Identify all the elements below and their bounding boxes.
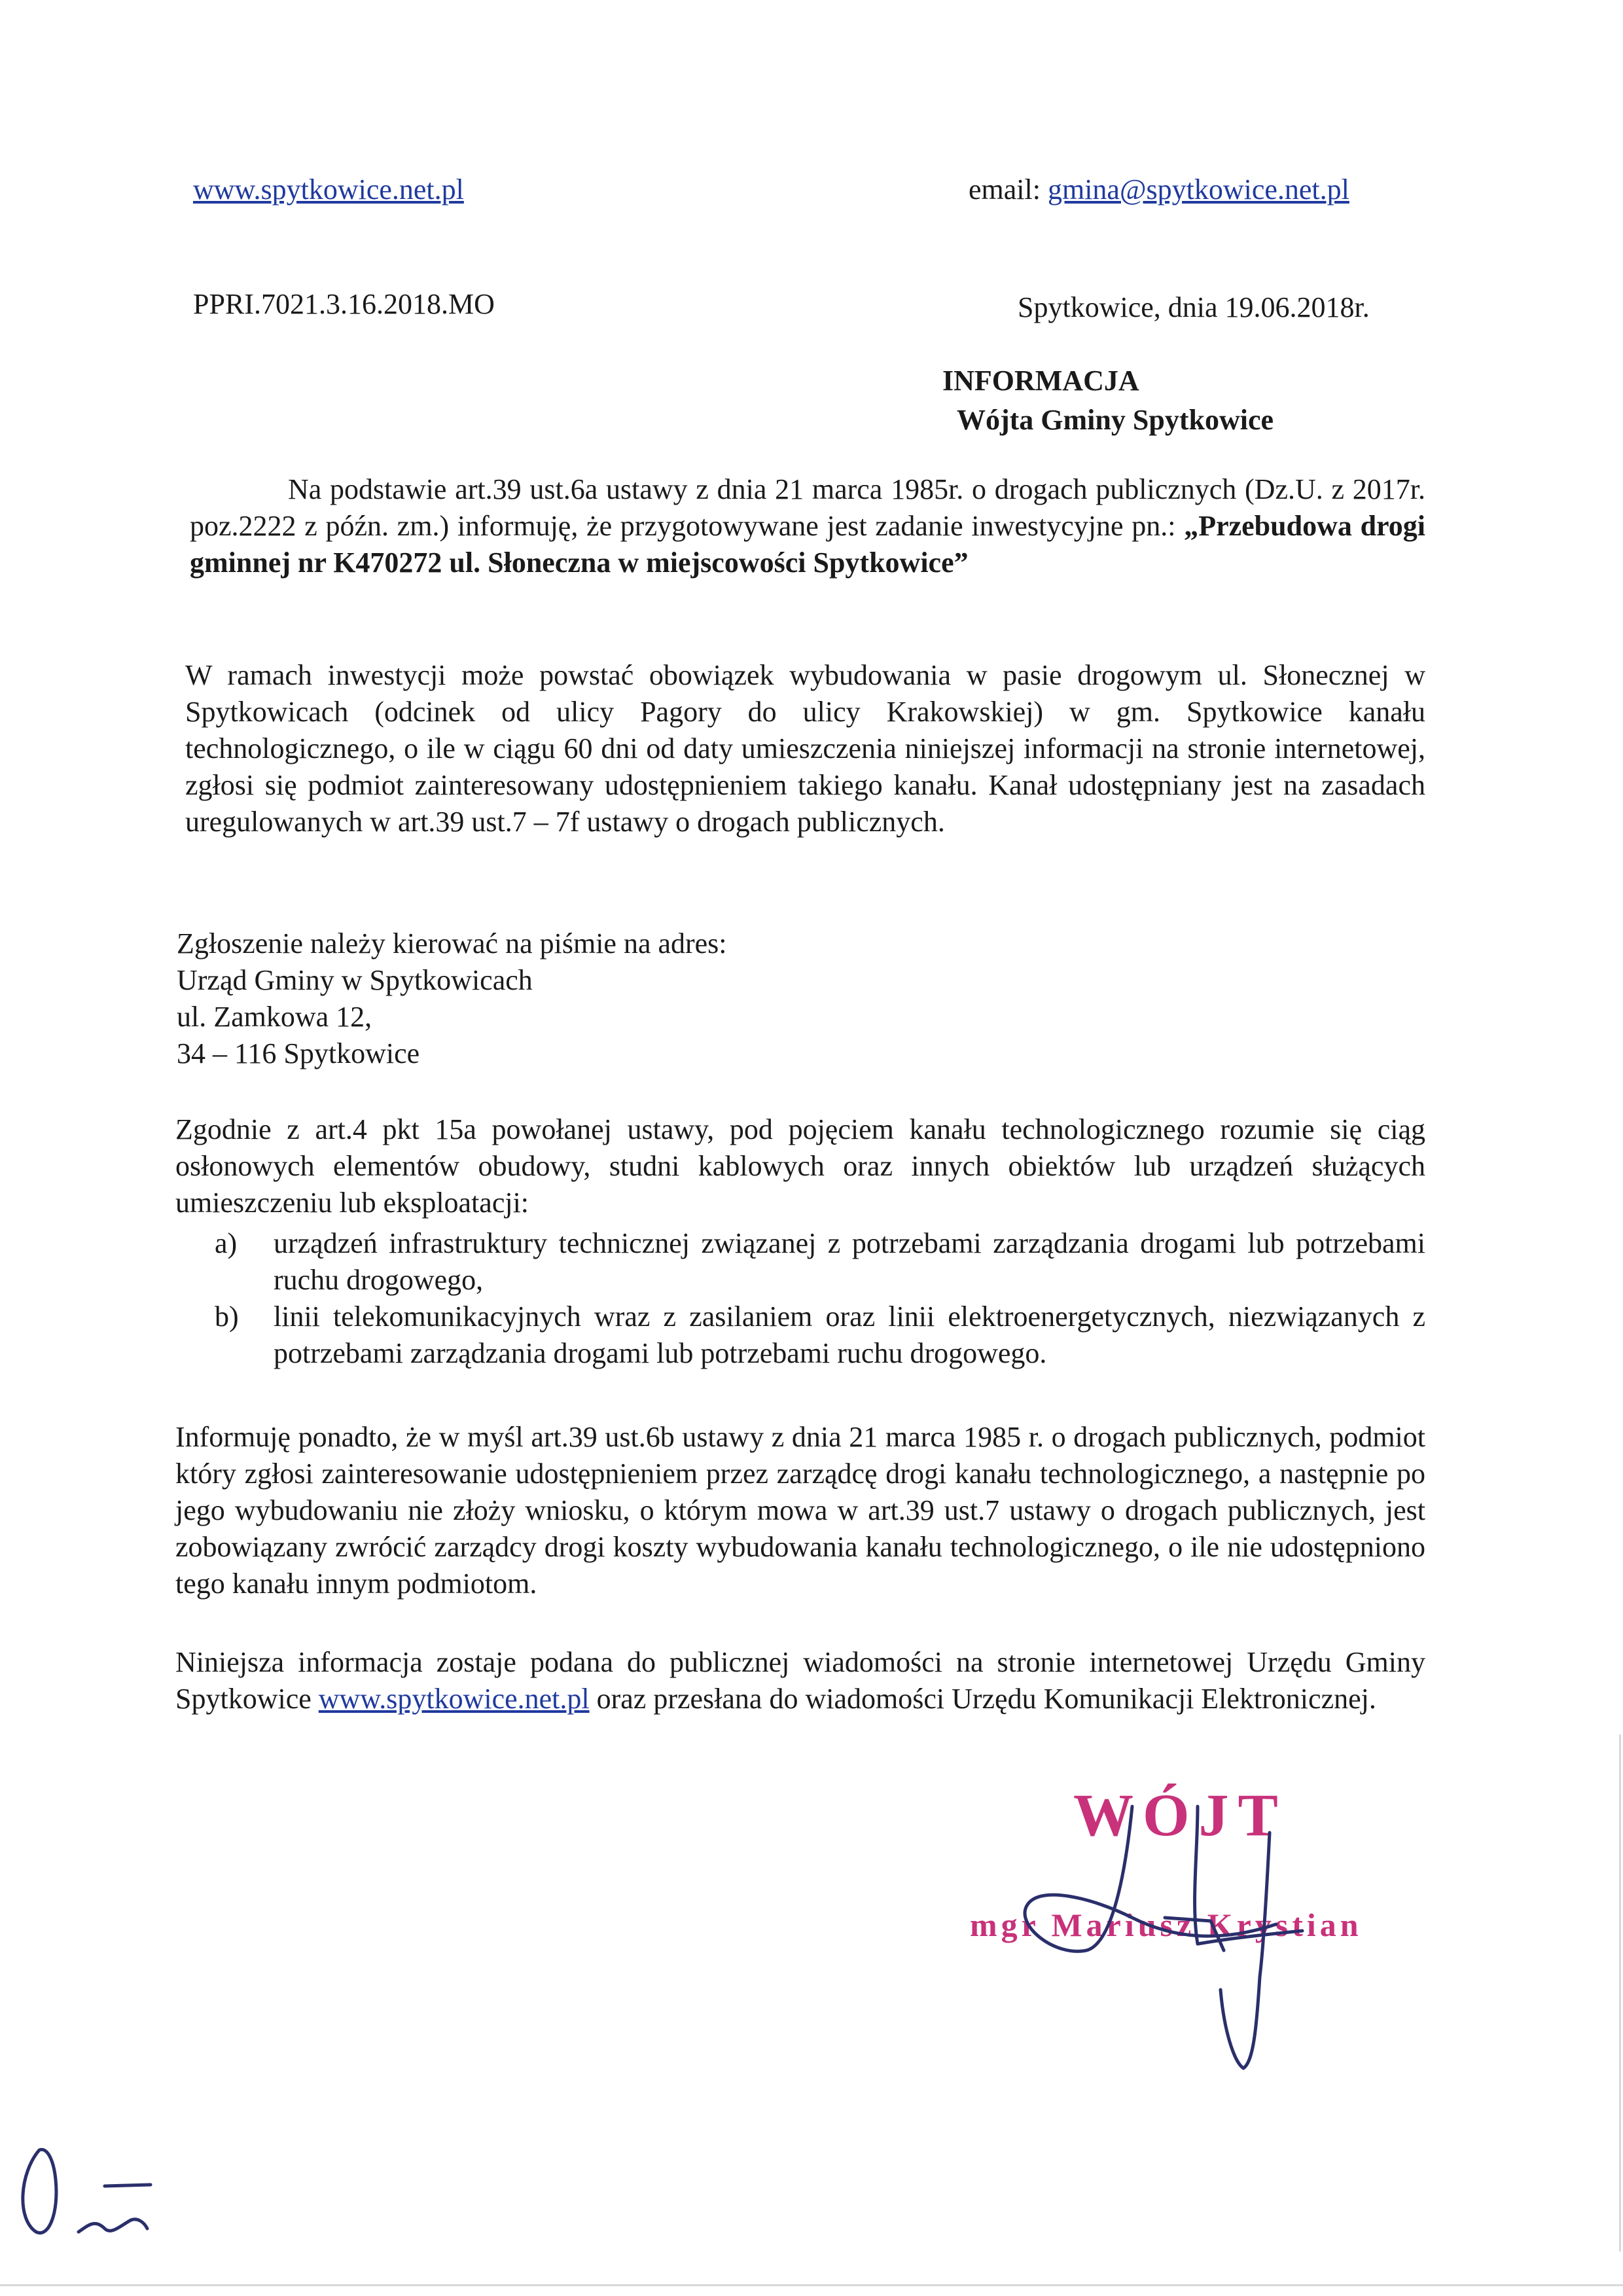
address-line-1: Urząd Gminy w Spytkowicach	[177, 964, 533, 996]
paragraph-closing	[175, 1644, 1425, 1717]
paragraph-investment-text: W ramach inwestycji może powstać obowiązek wybudowania w pasie drogowym ul. Słonecznej w Spytkowicach (odcinek od ulicy Pagory do ulicy Krakowskiej) w gm. Spytkowice kanału technologicznego, o ile w ciągu 60 dni od daty umieszczenia niniejszej informacji na stronie internetowej, zgłosi się podmiot zainteresowany udostępnieniem takiego kanału. Kanał udostępniany jest na zasadach uregulowanych w art.39 ust.7 – 7f ustawy o drogach publicznych.	[185, 659, 1425, 838]
signature-mark	[1001, 1754, 1368, 2081]
address-line-2: ul. Zamkowa 12,	[177, 1001, 372, 1033]
list-item-text: urządzeń infrastruktury technicznej związanej z potrzebami zarządzania drogami lub potrzebami ruchu drogowego,	[274, 1227, 1425, 1296]
definition-list	[175, 1225, 1425, 1372]
list-item-text: linii telekomunikacyjnych wraz z zasilaniem oraz linii elektroenergetycznych, niezwiązanych z potrzebami zarządzania drogami lub potrzebami ruchu drogowego.	[274, 1300, 1425, 1369]
closing-website-link[interactable]: www.spytkowice.net.pl	[318, 1683, 590, 1715]
list-item	[175, 1225, 1425, 1299]
title-line-2: Wójta Gminy Spytkowice	[957, 404, 1274, 436]
email-label: email:	[969, 173, 1041, 206]
paragraph-investment	[185, 657, 1425, 840]
place-date: Spytkowice, dnia 19.06.2018r.	[1018, 291, 1370, 323]
stamp-name: mgr Mariusz Krystian	[970, 1907, 1363, 1943]
handwritten-initials	[13, 2134, 183, 2245]
closing-text-before: Niniejsza informacja zostaje podana do publicznej wiadomości na stronie internetowej Urzędu Gminy Spytkowice	[175, 1646, 1425, 1715]
address-block	[177, 925, 727, 1072]
project-name: „Przebudowa drogi gminnej nr K470272 ul. Słoneczna w miejscowości Spytkowice”	[190, 510, 1425, 579]
email-link[interactable]: gmina@spytkowice.net.pl	[1047, 173, 1349, 206]
definition-text: Zgodnie z art.4 pkt 15a powołanej ustawy, pod pojęciem kanału technologicznego rozumie się ciąg osłonowych elementów obudowy, studni kablowych oraz innych obiektów lub urządzeń służących umieszczeniu lub eksploatacji:	[175, 1113, 1425, 1219]
list-marker: a)	[215, 1227, 238, 1259]
title-line-1: INFORMACJA	[942, 365, 1139, 397]
address-lead: Zgłoszenie należy kierować na piśmie na adres:	[177, 927, 727, 960]
header-website-link[interactable]: www.spytkowice.net.pl	[193, 173, 464, 206]
paragraph-obligation	[175, 1419, 1425, 1602]
paragraph-definition	[175, 1111, 1425, 1221]
intro-paragraph	[190, 471, 1425, 581]
scan-edge-line	[1619, 1734, 1621, 2251]
intro-text: Na podstawie art.39 ust.6a ustawy z dnia 21 marca 1985r. o drogach publicznych (Dz.U. z 2017r. poz.2222 z późn. zm.) informuję, że przygotowywane jest zadanie inwestycyjne pn.:	[190, 473, 1425, 542]
closing-text-after: oraz przesłana do wiadomości Urzędu Komunikacji Elektronicznej.	[589, 1683, 1376, 1715]
header-email	[969, 171, 1349, 208]
reference-number: PPRI.7021.3.16.2018.MO	[193, 288, 495, 320]
address-line-3: 34 – 116 Spytkowice	[177, 1037, 420, 1069]
scan-bottom-line	[0, 2284, 1623, 2286]
stamp-title: WÓJT	[1073, 1782, 1287, 1848]
paragraph-obligation-text: Informuję ponadto, że w myśl art.39 ust.6b ustawy z dnia 21 marca 1985 r. o drogach publicznych, podmiot który zgłosi zainteresowanie udostępnieniem przez zarządcę drogi kanału technologicznego, a następnie po jego wybudowaniu nie złoży wniosku, o którym mowa w art.39 ust.7 ustawy o drogach publicznych, jest zobowiązany zwrócić zarządcy drogi koszty wybudowania kanału technologicznego, o ile nie udostępniono tego kanału innym podmiotom.	[175, 1421, 1425, 1600]
list-marker: b)	[215, 1300, 239, 1333]
list-item	[175, 1299, 1425, 1372]
